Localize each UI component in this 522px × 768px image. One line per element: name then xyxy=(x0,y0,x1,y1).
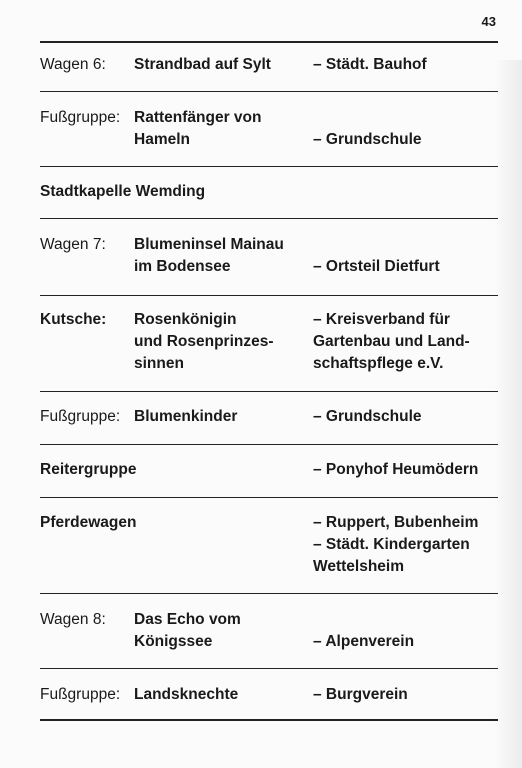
entry-organization: – Kreisverband für Gartenbau und Land- schaftspflege e.V. xyxy=(313,311,470,372)
entry-label: Fußgruppe: xyxy=(40,408,121,425)
entry-organization: – Ortsteil Dietfurt xyxy=(313,258,440,275)
entry-organization: – Alpenverein xyxy=(313,633,415,650)
divider xyxy=(40,391,498,392)
entry-title: Das Echo vom Königssee xyxy=(134,611,241,650)
entry-title: Rattenfänger von Hameln xyxy=(134,109,262,148)
entry-label: Fußgruppe: xyxy=(40,109,121,126)
divider xyxy=(40,444,498,445)
entry-organization: – Burgverein xyxy=(313,686,408,703)
entry-title: Landsknechte xyxy=(134,686,239,703)
divider xyxy=(40,166,498,167)
entry-label: Wagen 7: xyxy=(40,236,106,253)
entry-organization: – Städt. Bauhof xyxy=(313,56,427,73)
divider xyxy=(40,295,498,296)
divider xyxy=(40,668,498,669)
page-number: 43 xyxy=(481,14,496,29)
entry-label: Reitergruppe xyxy=(40,461,137,478)
divider xyxy=(40,91,498,92)
divider xyxy=(40,719,498,721)
entry-title: Rosenkönigin und Rosenprinzes- sinnen xyxy=(134,311,274,372)
entry-title: Strandbad auf Sylt xyxy=(134,56,271,73)
divider xyxy=(40,593,498,594)
entry-label: Wagen 8: xyxy=(40,611,106,628)
entry-organization: – Grundschule xyxy=(313,131,422,148)
entry-label: Stadtkapelle Wemding xyxy=(40,183,206,200)
divider xyxy=(40,41,498,43)
entry-organization: – Ruppert, Bubenheim – Städt. Kindergarten Wettelsheim xyxy=(313,514,479,575)
entry-label: Pferdewagen xyxy=(40,514,137,531)
divider xyxy=(40,218,498,219)
divider xyxy=(40,497,498,498)
entry-label: Wagen 6: xyxy=(40,56,106,73)
page-edge-shadow xyxy=(494,60,522,768)
entry-organization: – Grundschule xyxy=(313,408,422,425)
entry-organization: – Ponyhof Heumödern xyxy=(313,461,479,478)
entry-title: Blumenkinder xyxy=(134,408,238,425)
entry-title: Blumeninsel Mainau im Bodensee xyxy=(134,236,284,275)
entry-label: Fußgruppe: xyxy=(40,686,121,703)
entry-label: Kutsche: xyxy=(40,311,107,328)
